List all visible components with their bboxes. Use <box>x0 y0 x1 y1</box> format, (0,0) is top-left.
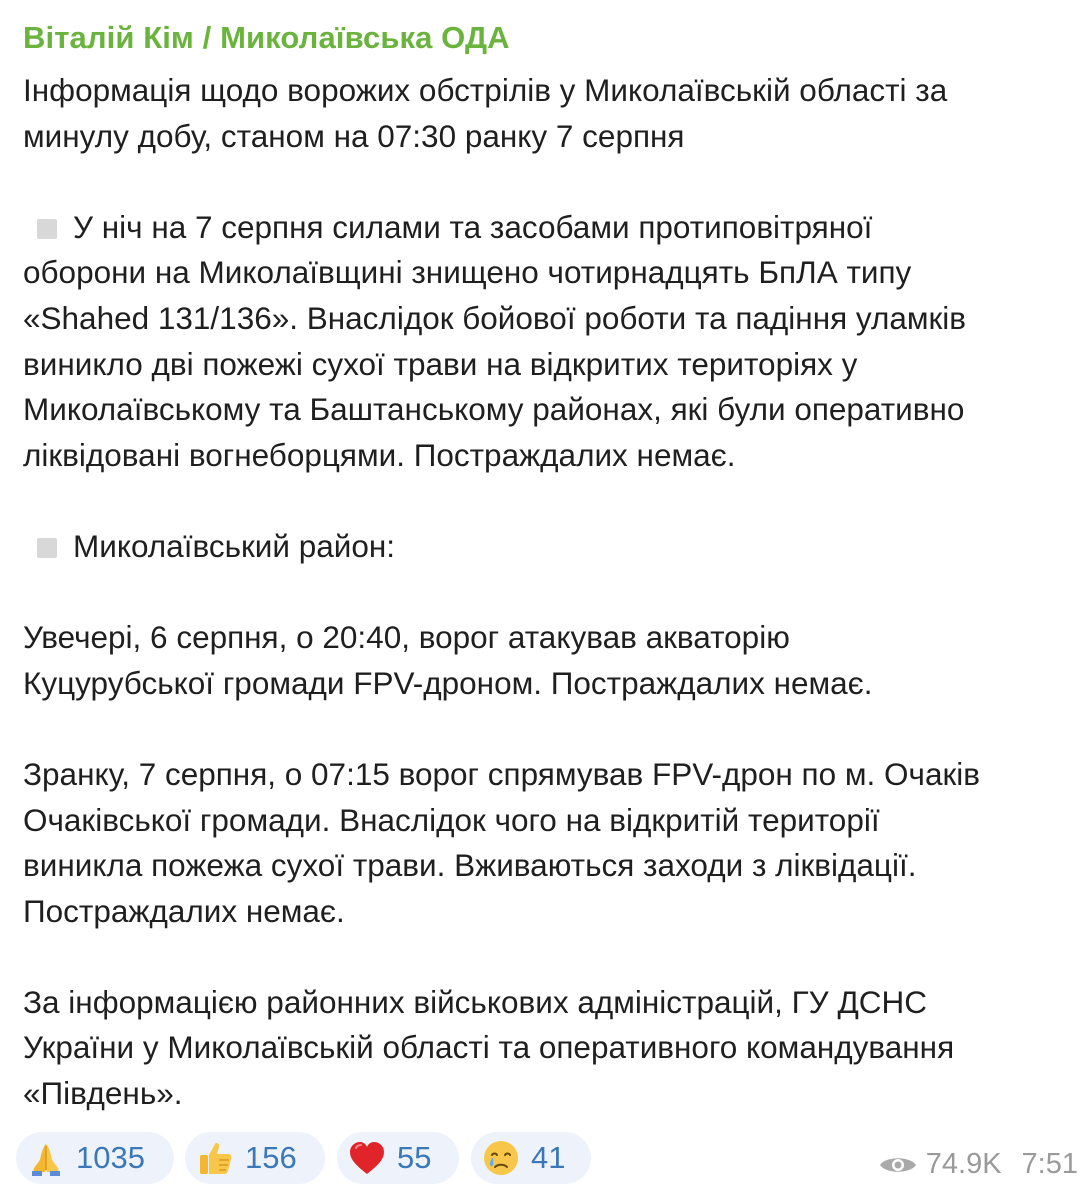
message-time: 7:51 <box>1021 1148 1078 1180</box>
text-line: Куцурубської громади FPV-дроном. Постраждалих немає. <box>23 664 873 701</box>
text-line: Постраждалих немає. <box>23 892 345 929</box>
reaction-heart[interactable] <box>337 1132 459 1184</box>
reaction-count: 41 <box>531 1140 566 1175</box>
text-line: За інформацією районних військових адміністрацій, ГУ ДСНС <box>23 983 928 1020</box>
text-line: минулу добу, станом на 07:30 ранку 7 серпня <box>23 117 685 154</box>
author-name[interactable]: Віталій Кім / Миколаївська ОДА <box>23 20 510 55</box>
gray-square-icon <box>37 538 57 558</box>
eye-icon <box>878 1153 918 1177</box>
text-line: Очаківської громади. Внаслідок чого на відкритій території <box>23 801 880 838</box>
text-line: «Shahed 131/136». Внаслідок бойової роботи та падіння уламків <box>23 299 967 336</box>
red-heart-icon <box>347 1138 387 1178</box>
text-line-content: Миколаївський район: <box>73 527 396 564</box>
text-line: Миколаївському та Баштанському районах, які були оперативно <box>23 391 965 428</box>
message-footer <box>0 1128 1088 1188</box>
text-line-content: У ніч на 7 серпня силами та засобами протиповітряної <box>73 208 873 245</box>
reaction-count: 1035 <box>76 1140 145 1175</box>
reaction-thumbs-up[interactable] <box>185 1132 325 1184</box>
text-line: виникло дві пожежі сухої трави на відкритих територіях у <box>23 345 858 382</box>
reaction-pray[interactable] <box>16 1132 174 1184</box>
text-line: виникла пожежа сухої трави. Вживаються заходи з ліквідації. <box>23 847 917 884</box>
message-meta <box>878 1148 1078 1181</box>
reaction-crying[interactable] <box>471 1132 591 1184</box>
section-heading <box>23 524 1078 570</box>
message-text <box>23 68 1078 1117</box>
crying-face-icon <box>481 1138 521 1178</box>
view-count: 74.9K <box>925 1148 1002 1180</box>
text-line <box>23 205 1078 251</box>
text-line: Інформація щодо ворожих обстрілів у Миколаївській області за <box>23 72 948 108</box>
text-line: ліквідовані вогнеборцями. Постраждалих немає. <box>23 436 736 473</box>
gray-square-icon <box>37 219 57 239</box>
folded-hands-icon <box>26 1138 66 1178</box>
reaction-count: 55 <box>397 1140 432 1175</box>
text-line: оборони на Миколаївщині знищено чотирнадцять БпЛА типу <box>23 254 912 291</box>
text-line: України у Миколаївській області та оперативного командування <box>23 1029 955 1066</box>
thumbs-up-icon <box>195 1138 235 1178</box>
text-line: Увечері, 6 серпня, о 20:40, ворог атакував акваторію <box>23 619 790 656</box>
text-line: Зранку, 7 серпня, о 07:15 ворог спрямував FPV-дрон по м. Очаків <box>23 755 980 792</box>
text-line: «Південь». <box>23 1075 183 1112</box>
reaction-count: 156 <box>245 1140 297 1175</box>
